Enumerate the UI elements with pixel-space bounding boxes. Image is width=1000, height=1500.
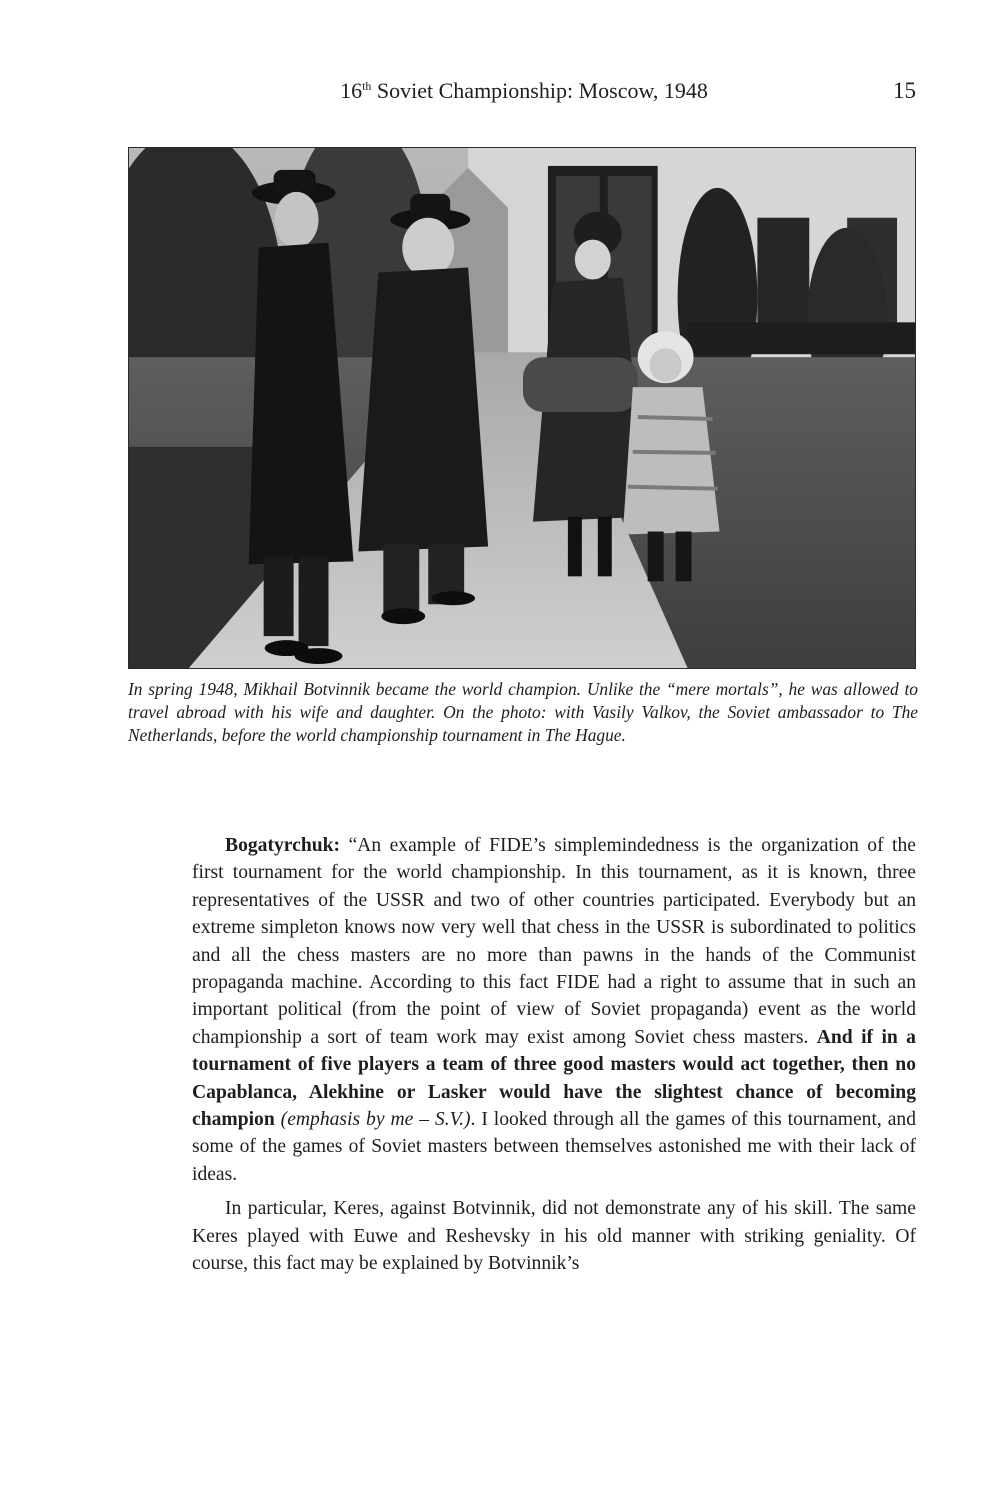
paragraph-2: In particular, Keres, against Botvinnik, did not demonstrate any of his skill. The same Keres played with Euwe and Reshevsky in his old manner with striking geniality. Of course, this fact may be explained by Botvinnik’s — [192, 1198, 916, 1275]
running-head — [0, 76, 1000, 106]
title-text: Soviet Championship: Moscow, 1948 — [371, 78, 708, 103]
speaker-name: Bogatyrchuk: — [225, 835, 341, 856]
running-title — [0, 76, 1000, 106]
title-number: 16 — [340, 78, 363, 103]
body-text — [192, 832, 916, 1285]
paragraph-1-text-b: . I looked through all the games of this tournament, and some of the games of Soviet masters between themselves astonished me with their lack of ideas. — [192, 1109, 916, 1185]
photo-caption: In spring 1948, Mikhail Botvinnik became the world champion. Unlike the “mere mortals”, he was allowed to travel abroad with his wife and daughter. On the photo: with Vasily Valkov, the Soviet ambassador to The Netherlands, before the world championship tournament in The Hague. — [128, 679, 918, 745]
photograph — [128, 147, 916, 669]
paragraph-1-bold-text: And if in a tournament of five players a team of three good masters would act together, then no Capablanca, Alekhine or Lasker would have the slightest chance of becoming champion — [192, 1026, 916, 1131]
photograph-icon — [129, 148, 915, 668]
paragraph-1-italic-text: (emphasis by me – S.V.) — [280, 1109, 471, 1131]
title-ordinal: th — [362, 79, 372, 93]
page-number: 15 — [893, 78, 916, 103]
paragraph-1-text-a: “An example of FIDE’s simplemindedness is the organization of the first tournament for the world championship. In this tournament, as it is known, three representatives of the USSR and two of other countries participated. Everybody but an extreme simpleton knows now very well that chess in the USSR is subordinated to politics and all the chess masters are no more than pawns in the hands of the Communist propaganda machine. According to this fact FIDE had a right to assume that in such an important political (from the point of view of Soviet propaganda) event as the world championship a sort of team work may exist among Soviet chess masters. — [192, 835, 916, 1048]
paragraph-1 — [192, 832, 916, 1188]
